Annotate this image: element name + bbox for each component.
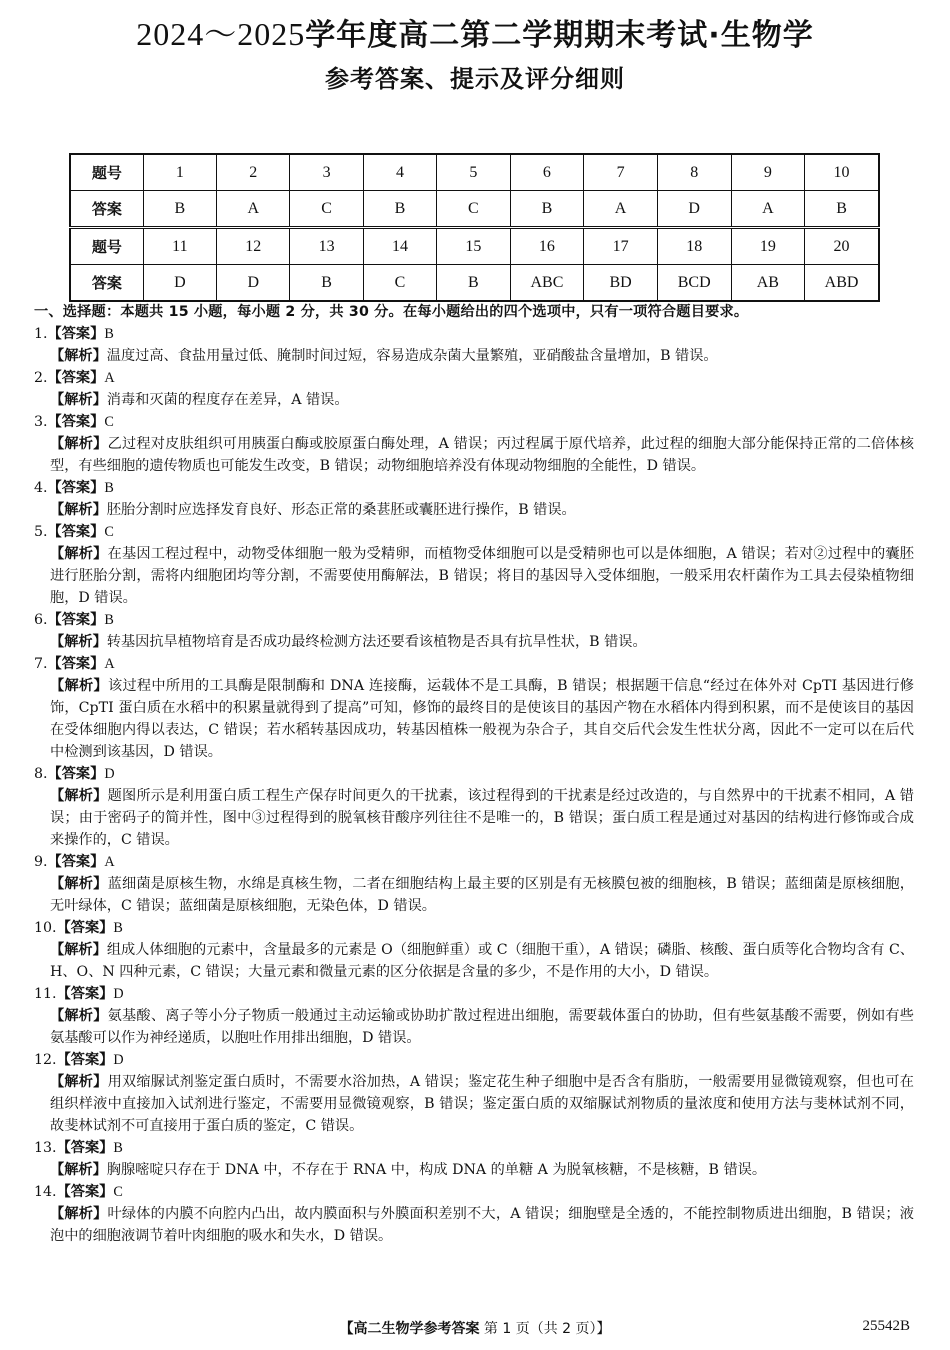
answer-cell: C — [290, 191, 363, 228]
item-number: 3. — [34, 414, 48, 430]
answer-line — [34, 323, 914, 345]
answer-item — [34, 609, 914, 653]
document-code: 25542B — [862, 1318, 910, 1334]
answer-value: C — [104, 524, 114, 540]
page-footer — [0, 1318, 950, 1338]
answer-item — [34, 1181, 914, 1247]
answer-value: B — [104, 326, 114, 342]
item-number: 8. — [34, 766, 48, 782]
question-number: 11 — [143, 228, 216, 265]
answer-cell: D — [143, 265, 216, 302]
answer-cell: B — [437, 265, 510, 302]
answer-tag: 【答案】 — [56, 920, 114, 936]
answer-item — [34, 1049, 914, 1137]
explanation-text: 胚胎分割时应选择发育良好、形态正常的桑葚胚或囊胚进行操作，B 错误。 — [106, 502, 576, 518]
answer-value: B — [104, 480, 114, 496]
question-number: 8 — [657, 154, 731, 191]
answer-cell: ABC — [510, 265, 584, 302]
question-number: 20 — [805, 228, 879, 265]
explanation — [34, 1203, 914, 1247]
item-number: 11. — [34, 986, 57, 1002]
explanation-text: 组成人体细胞的元素中，含量最多的元素是 O（细胞鲜重）或 C（细胞干重），A 错误；磷脂、核酸、蛋白质等化合物均含有 C、H、O、N 四种元素，C 错误；大量元素和微量元素的区分依据是含量的多少，不是作用的大小，D 错误。 — [50, 942, 914, 980]
page-subtitle: 参考答案、提示及评分细则 — [325, 65, 625, 93]
explanation — [34, 939, 914, 983]
explanation — [34, 1071, 914, 1137]
answer-item — [34, 983, 914, 1049]
answer-cell: B — [510, 191, 584, 228]
item-number: 10. — [34, 920, 57, 936]
item-number: 4. — [34, 480, 48, 496]
answer-tag: 【答案】 — [47, 480, 105, 496]
answer-item — [34, 917, 914, 983]
row-label-answer: 答案 — [70, 191, 143, 228]
explanation-text: 温度过高、食盐用量过低、腌制时间过短，容易造成杂菌大量繁殖，亚硝酸盐含量增加，B 错误。 — [106, 348, 718, 364]
answer-cell: D — [217, 265, 290, 302]
answer-line — [34, 609, 914, 631]
title-year: 2024～2025 — [136, 16, 306, 52]
answer-item — [34, 477, 914, 521]
explanation-text: 题图所示是利用蛋白质工程生产保存时间更久的干扰素，该过程得到的干扰素是经过改造的，与自然界中的干扰素不相同，A 错误；由于密码子的简并性，图中③过程得到的脱氧核苷酸序列往往不是唯一的，B 错误；蛋白质工程是通过对基因的结构进行修饰或合成来操作的，C 错误。 — [50, 788, 914, 848]
row-label-number: 题号 — [70, 228, 143, 265]
answer-tag: 【答案】 — [56, 1140, 114, 1156]
answer-value: A — [104, 854, 115, 870]
table-row-numbers-2 — [70, 228, 879, 265]
item-number: 1. — [34, 326, 48, 342]
answer-cell: D — [657, 191, 731, 228]
question-number: 9 — [731, 154, 805, 191]
explain-tag: 【解析】 — [50, 502, 107, 518]
item-number: 6. — [34, 612, 48, 628]
answer-item — [34, 521, 914, 609]
item-number: 13. — [34, 1140, 57, 1156]
question-number: 4 — [363, 154, 436, 191]
footer-label: 【高二生物学参考答案 — [339, 1321, 480, 1337]
explain-tag: 【解析】 — [50, 1162, 107, 1178]
answer-cell: BCD — [657, 265, 731, 302]
answer-line — [34, 477, 914, 499]
answer-cell: A — [217, 191, 290, 228]
explanation-text: 转基因抗旱植物培育是否成功最终检测方法还要看该植物是否具有抗旱性状，B 错误。 — [106, 634, 647, 650]
answer-tag: 【答案】 — [47, 766, 105, 782]
question-number: 18 — [657, 228, 731, 265]
answer-item — [34, 1137, 914, 1181]
question-number: 15 — [437, 228, 510, 265]
answer-line — [34, 851, 914, 873]
title-text: 学年度高二第二学期期末考试·生物学 — [305, 18, 814, 53]
table-row-answers-1 — [70, 191, 879, 228]
explanation — [34, 345, 914, 367]
item-number: 2. — [34, 370, 48, 386]
item-number: 5. — [34, 524, 48, 540]
answer-cell: BD — [584, 265, 658, 302]
answer-tag: 【答案】 — [47, 414, 105, 430]
answer-tag: 【答案】 — [47, 612, 105, 628]
answer-value: B — [113, 920, 123, 936]
answer-line — [34, 983, 914, 1005]
explanation — [34, 543, 914, 609]
explanation — [34, 873, 914, 917]
explanation-text: 叶绿体的内膜不向腔内凸出，故内膜面积与外膜面积差别不大，A 错误；细胞壁是全透的，不能控制物质进出细胞，B 错误；液泡中的细胞液调节着叶肉细胞的吸水和失水，D 错误。 — [50, 1206, 914, 1244]
question-number: 19 — [731, 228, 805, 265]
answer-tag: 【答案】 — [47, 370, 105, 386]
answer-line — [34, 653, 914, 675]
item-number: 14. — [34, 1184, 57, 1200]
answer-item — [34, 323, 914, 367]
answer-cell: AB — [731, 265, 805, 302]
answer-value: D — [113, 986, 124, 1002]
question-number: 12 — [217, 228, 290, 265]
question-number: 14 — [363, 228, 436, 265]
item-number: 7. — [34, 656, 48, 672]
explain-tag: 【解析】 — [50, 634, 107, 650]
answer-tag: 【答案】 — [47, 524, 105, 540]
explanation-text: 乙过程对皮肤组织可用胰蛋白酶或胶原蛋白酶处理，A 错误；丙过程属于原代培养，此过程的细胞大部分能保持正常的二倍体核型，有些细胞的遗传物质也可能发生改变，B 错误；动物细胞培养没有体现动物细胞的全能性，D 错误。 — [50, 436, 914, 474]
question-number: 1 — [143, 154, 216, 191]
answer-item — [34, 411, 914, 477]
answer-item — [34, 763, 914, 851]
question-number: 7 — [584, 154, 658, 191]
answer-cell: B — [363, 191, 436, 228]
explanation — [34, 499, 914, 521]
row-label-number: 题号 — [70, 154, 143, 191]
answer-content — [34, 301, 914, 1247]
answer-line — [34, 1049, 914, 1071]
explain-tag: 【解析】 — [50, 788, 108, 804]
explain-tag: 【解析】 — [50, 942, 107, 958]
answer-cell: A — [584, 191, 658, 228]
explanation — [34, 1159, 914, 1181]
explanation-text: 胸腺嘧啶只存在于 DNA 中，不存在于 RNA 中，构成 DNA 的单糖 A 为脱氧核糖，不是核糖，B 错误。 — [106, 1162, 767, 1178]
answer-cell: C — [363, 265, 436, 302]
answer-cell: ABD — [805, 265, 879, 302]
explain-tag: 【解析】 — [50, 1008, 108, 1024]
answer-value: B — [104, 612, 114, 628]
footer-page: 第 1 页（共 2 页）】 — [483, 1321, 611, 1337]
answer-cell: B — [805, 191, 879, 228]
explanation — [34, 785, 914, 851]
answer-tag: 【答案】 — [56, 986, 114, 1002]
page-title — [0, 14, 950, 56]
answer-table — [69, 153, 880, 302]
question-number: 10 — [805, 154, 879, 191]
answer-value: D — [113, 1052, 124, 1068]
answer-cell: A — [731, 191, 805, 228]
answer-line — [34, 411, 914, 433]
answer-tag: 【答案】 — [47, 656, 105, 672]
answer-tag: 【答案】 — [56, 1052, 114, 1068]
answer-item — [34, 653, 914, 763]
explain-tag: 【解析】 — [50, 1206, 108, 1222]
question-number: 13 — [290, 228, 363, 265]
answer-line — [34, 763, 914, 785]
answer-line — [34, 1137, 914, 1159]
explanation-text: 消毒和灭菌的程度存在差异，A 错误。 — [106, 392, 349, 408]
explanation — [34, 631, 914, 653]
question-number: 17 — [584, 228, 658, 265]
answer-cell: C — [437, 191, 510, 228]
answer-value: A — [104, 656, 115, 672]
explanation-text: 蓝细菌是原核生物，水绵是真核生物，二者在细胞结构上最主要的区别是有无核膜包被的细胞核，B 错误；蓝细菌是原核细胞，无叶绿体，C 错误；蓝细菌是原核细胞，无染色体，D 错误。 — [50, 876, 914, 914]
explanation — [34, 389, 914, 411]
section-heading: 一、选择题：本题共 15 小题，每小题 2 分，共 30 分。在每小题给出的四个选项中，只有一项符合题目要求。 — [34, 304, 749, 320]
answer-line — [34, 521, 914, 543]
explain-tag: 【解析】 — [50, 876, 108, 892]
question-number: 3 — [290, 154, 363, 191]
table-row-numbers-1 — [70, 154, 879, 191]
answer-line — [34, 1181, 914, 1203]
answer-tag: 【答案】 — [47, 326, 105, 342]
answer-value: B — [113, 1140, 123, 1156]
row-label-answer: 答案 — [70, 265, 143, 302]
question-number: 6 — [510, 154, 584, 191]
table-row-answers-2 — [70, 265, 879, 302]
explanation-text: 氨基酸、离子等小分子物质一般通过主动运输或协助扩散过程进出细胞，需要载体蛋白的协助，但有些氨基酸不需要，例如有些氨基酸可以作为神经递质，以胞吐作用排出细胞，D 错误。 — [50, 1008, 914, 1046]
answer-value: A — [104, 370, 115, 386]
explanation — [34, 433, 914, 477]
answer-value: C — [113, 1184, 123, 1200]
answer-value: D — [104, 766, 115, 782]
item-number: 12. — [34, 1052, 57, 1068]
answer-tag: 【答案】 — [47, 854, 105, 870]
explain-tag: 【解析】 — [50, 678, 108, 694]
answer-cell: B — [143, 191, 216, 228]
answer-item — [34, 367, 914, 411]
explanation-text: 在基因工程过程中，动物受体细胞一般为受精卵，而植物受体细胞可以是受精卵也可以是体细胞，A 错误；若对②过程中的囊胚进行胚胎分割，需将内细胞团均等分割，不需要使用酶解法，B 错误；将目的基因导入受体细胞，一般采用农杆菌作为工具去侵染植物细胞，D 错误。 — [50, 546, 914, 606]
answer-tag: 【答案】 — [56, 1184, 114, 1200]
explanation-text: 用双缩脲试剂鉴定蛋白质时，不需要水浴加热，A 错误；鉴定花生种子细胞中是否含有脂肪，一般需要用显微镜观察，但也可在组织样液中直接加入试剂进行鉴定，不需要用显微镜观察，B 错误；鉴定蛋白质的双缩脲试剂物质的量浓度和使用方法与斐林试剂不同，故斐林试剂不可直接用于蛋白质的鉴定，C 错误。 — [50, 1074, 914, 1134]
explanation — [34, 1005, 914, 1049]
explain-tag: 【解析】 — [50, 348, 107, 364]
answer-line — [34, 917, 914, 939]
item-number: 9. — [34, 854, 48, 870]
question-number: 16 — [510, 228, 584, 265]
question-number: 5 — [437, 154, 510, 191]
explain-tag: 【解析】 — [50, 436, 108, 452]
explain-tag: 【解析】 — [50, 1074, 108, 1090]
answer-value: C — [104, 414, 114, 430]
answer-cell: B — [290, 265, 363, 302]
explain-tag: 【解析】 — [50, 546, 108, 562]
question-number: 2 — [217, 154, 290, 191]
answer-line — [34, 367, 914, 389]
answer-item — [34, 851, 914, 917]
explain-tag: 【解析】 — [50, 392, 107, 408]
explanation — [34, 675, 914, 763]
explanation-text: 该过程中所用的工具酶是限制酶和 DNA 连接酶，运载体不是工具酶，B 错误；根据题干信息“经过在体外对 CpTI 基因进行修饰，CpTI 蛋白质在水稻中的积累量就得到了提高”可知，修饰的最终目的是使该目的基因产物在水稻体内得到积累，而不是使该目的基因在受体细胞内得以表达，C 错误；若水稻转基因成功，转基因植株一般视为杂合子，其自交后代会发生性状分离，因此不一定可以在后代中检测到该基因，D 错误。 — [50, 678, 914, 760]
